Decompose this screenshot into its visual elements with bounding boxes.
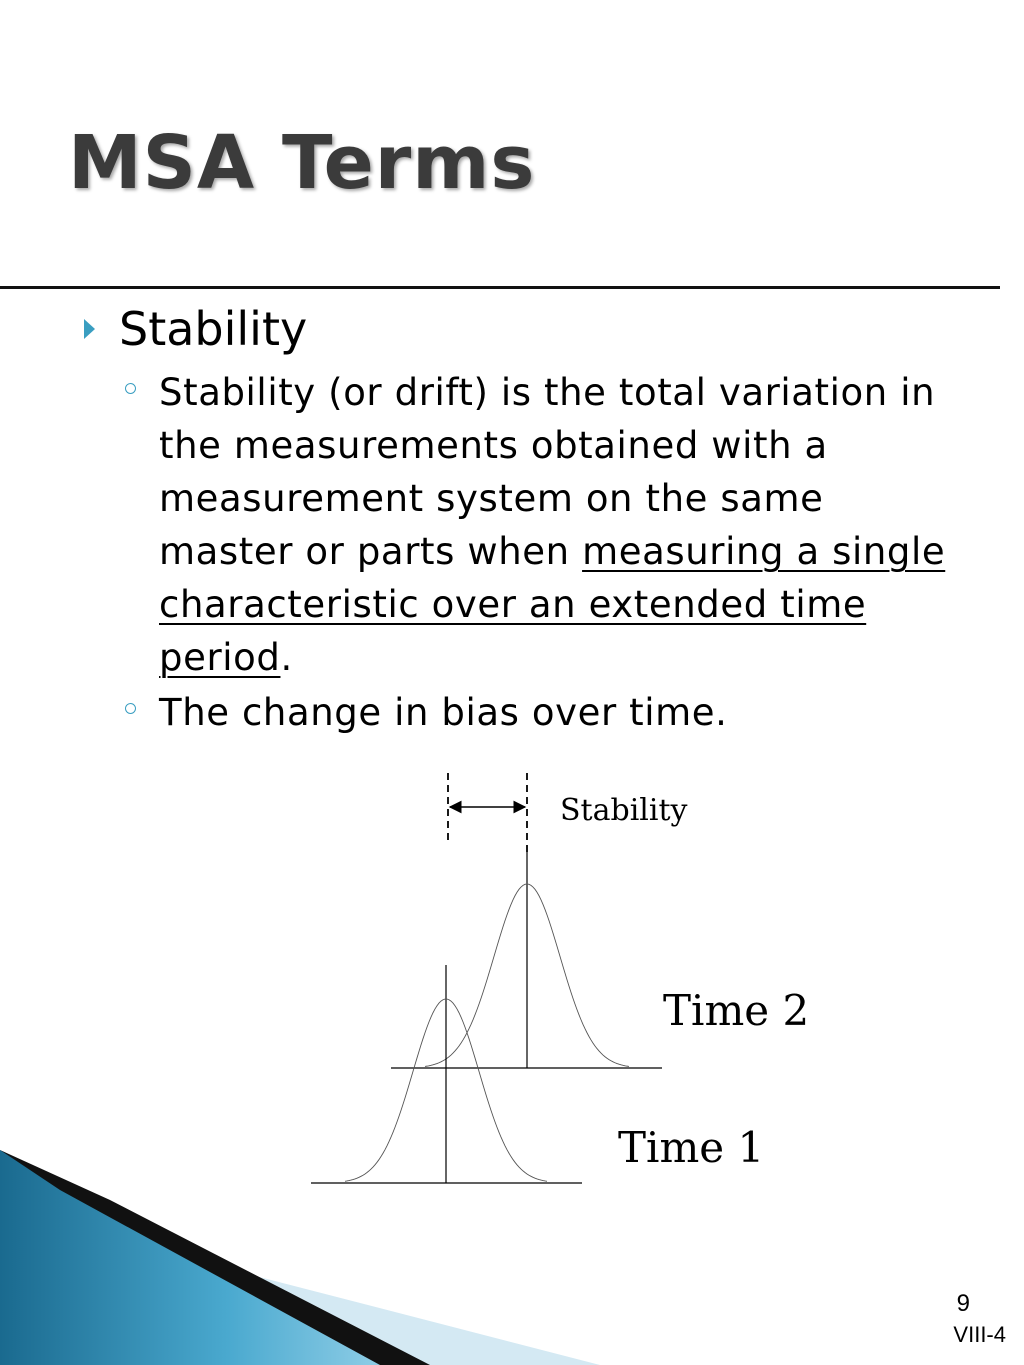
definition-part1: Stability (or drift) is the total variation in the measurements obtained with a measurement system on the same master or parts when: [159, 371, 936, 573]
definition-underlined: measuring a single characteristic over an extended time period: [159, 530, 946, 679]
stability-label: Stability: [560, 793, 688, 828]
definition-end: .: [280, 636, 293, 679]
slide-code: VIII-4: [953, 1322, 1006, 1347]
time2-label: Time 2: [663, 986, 810, 1035]
time1-label: Time 1: [618, 1123, 765, 1172]
corner-decoration: [0, 1150, 600, 1365]
bullet-stability-label: Stability: [119, 302, 308, 356]
bias-text: The change in bias over time.: [159, 691, 728, 734]
page-number: 9: [956, 1290, 970, 1317]
slide-title: MSA Terms: [68, 120, 536, 206]
